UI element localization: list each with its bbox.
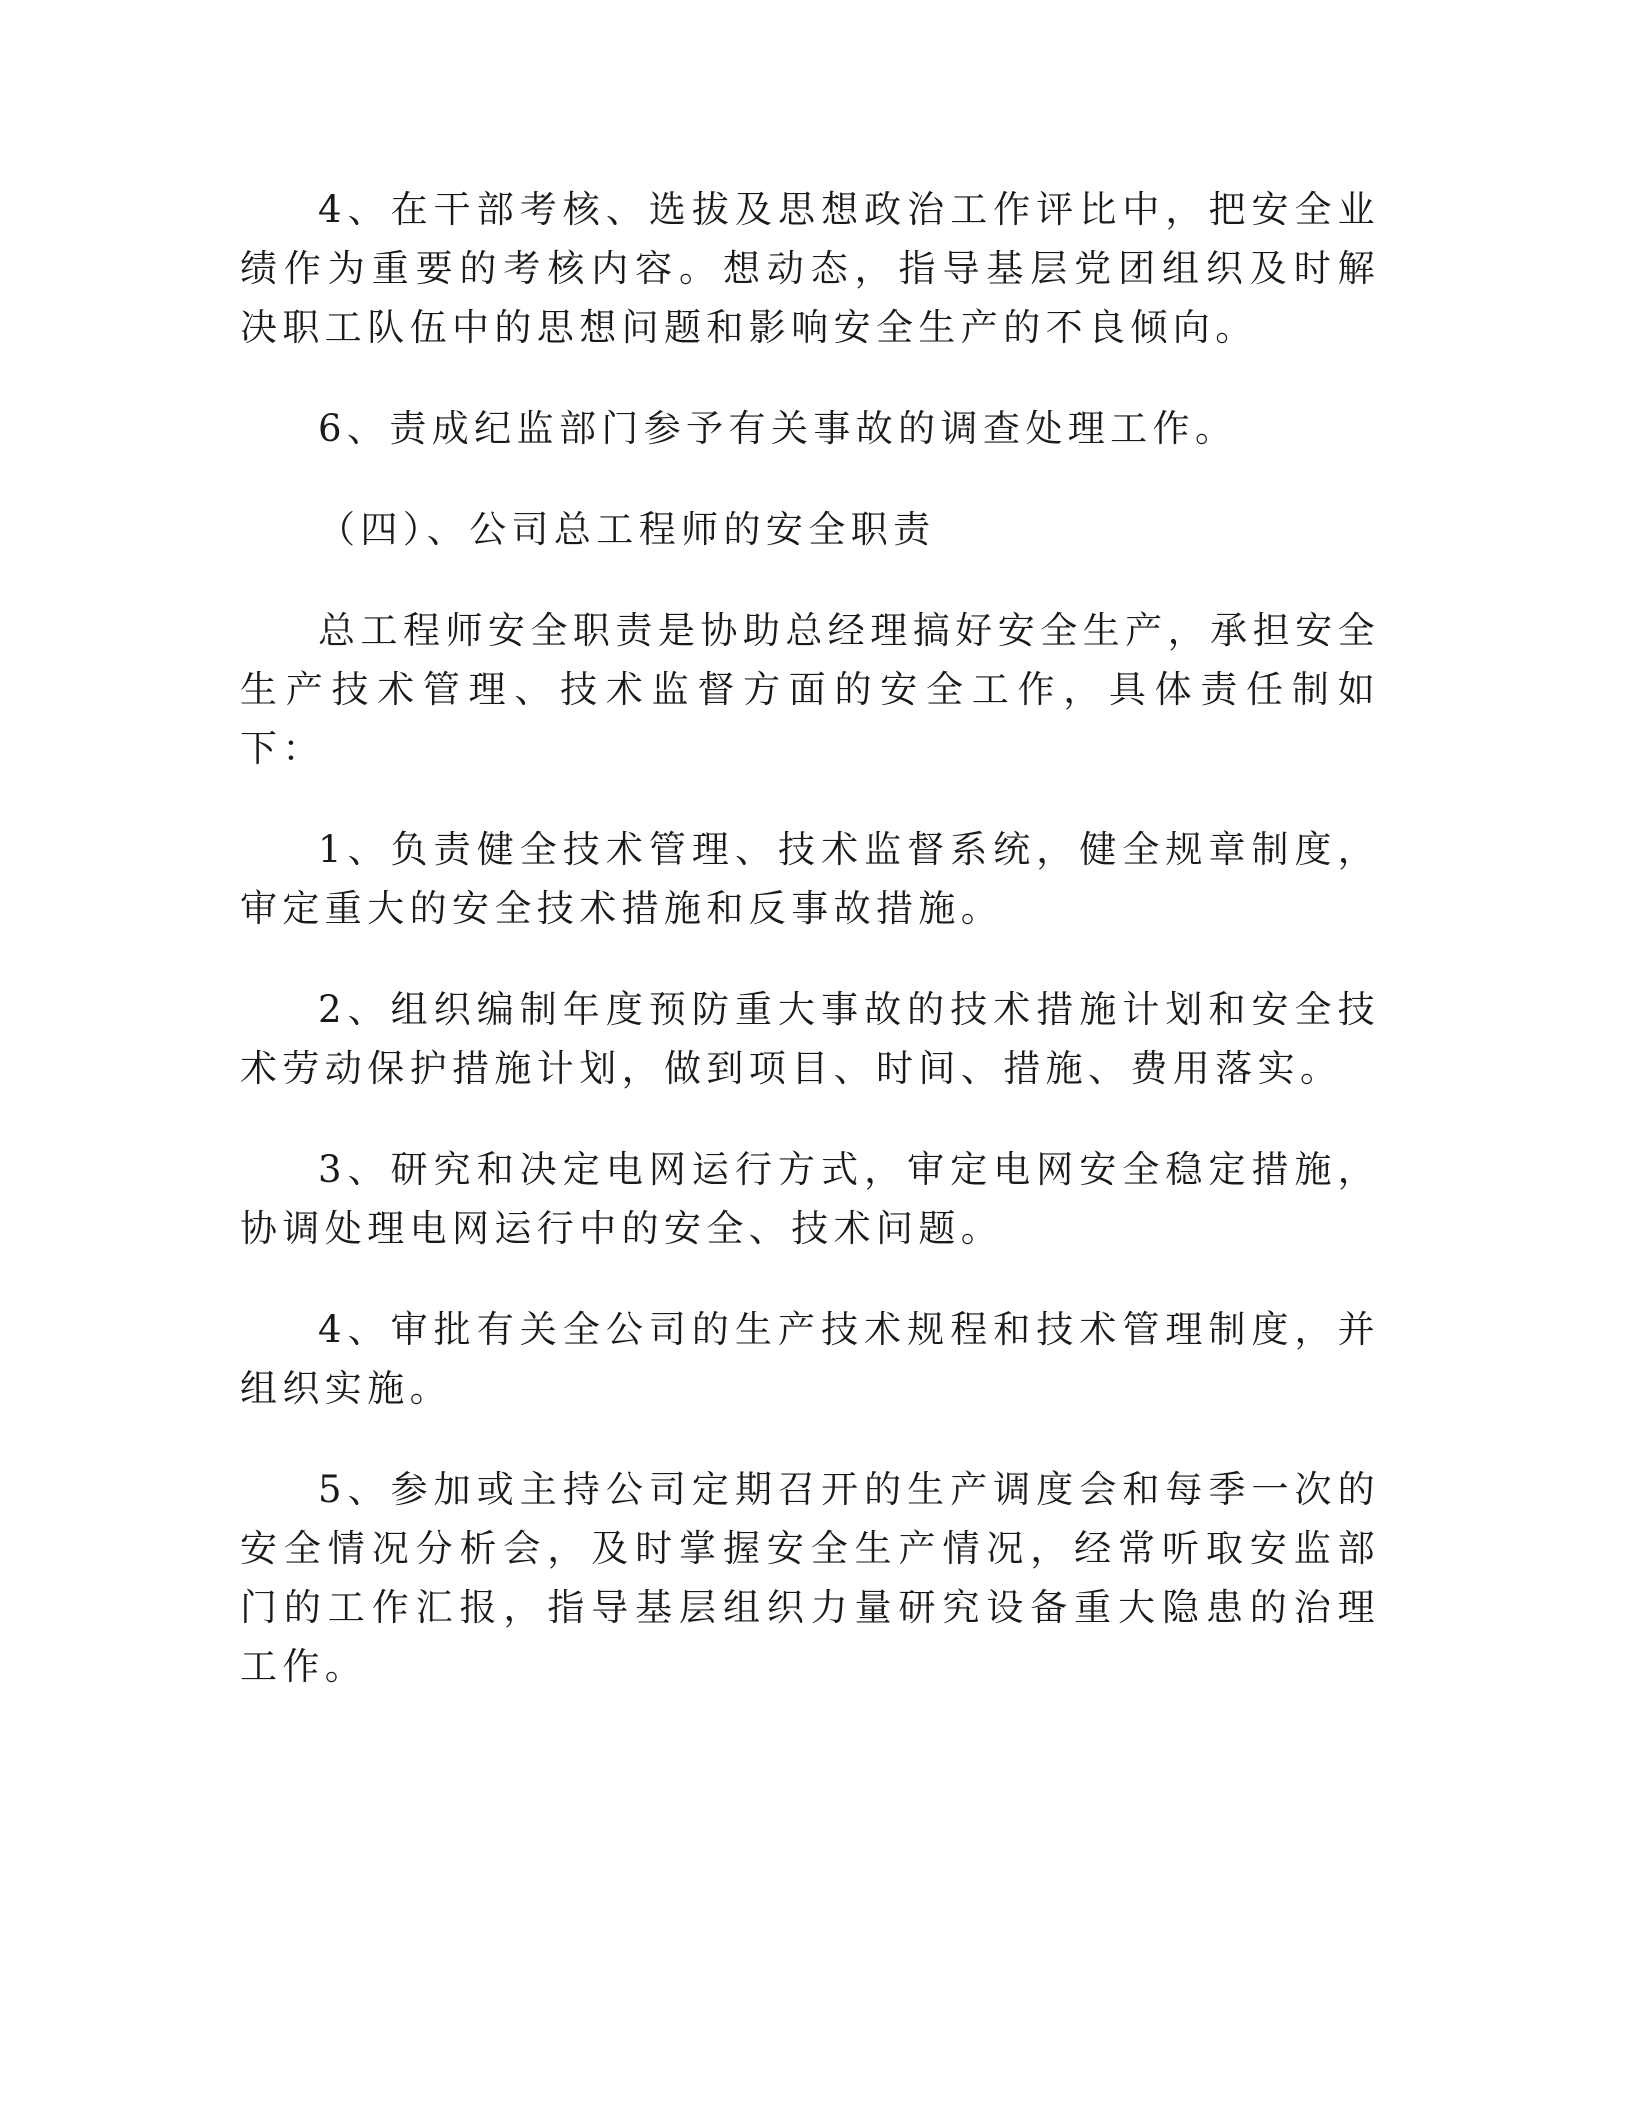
paragraph-item-2: 2、组织编制年度预防重大事故的技术措施计划和安全技术劳动保护措施计划，做到项目、时间、措施、费用落实。 — [240, 988, 1380, 1090]
paragraph-cadre-assessment: 4、在干部考核、选拔及思想政治工作评比中，把安全业绩作为重要的考核内容。想动态，指导基层党团组织及时解决职工队伍中的思想问题和影响安全生产的不良倾向。 — [240, 188, 1380, 349]
paragraph-item-1: 1、负责健全技术管理、技术监督系统，健全规章制度，审定重大的安全技术措施和反事故措施。 — [240, 828, 1380, 930]
section-heading-chief-engineer: （四）、公司总工程师的安全职责 — [318, 508, 936, 551]
paragraph-item-3: 3、研究和决定电网运行方式，审定电网安全稳定措施，协调处理电网运行中的安全、技术问题。 — [240, 1148, 1380, 1250]
paragraph-item-4: 4、审批有关全公司的生产技术规程和技术管理制度，并组织实施。 — [240, 1308, 1380, 1410]
paragraph-chief-engineer-intro: 总工程师安全职责是协助总经理搞好安全生产，承担安全生产技术管理、技术监督方面的安全工作，具体责任制如下： — [240, 609, 1380, 770]
document-body — [240, 180, 1380, 1738]
paragraph-discipline-inspection: 6、责成纪监部门参予有关事故的调查处理工作。 — [318, 407, 1238, 450]
paragraph-item-5: 5、参加或主持公司定期召开的生产调度会和每季一次的安全情况分析会，及时掌握安全生产情况，经常听取安监部门的工作汇报，指导基层组织力量研究设备重大隐患的治理工作。 — [240, 1468, 1380, 1688]
